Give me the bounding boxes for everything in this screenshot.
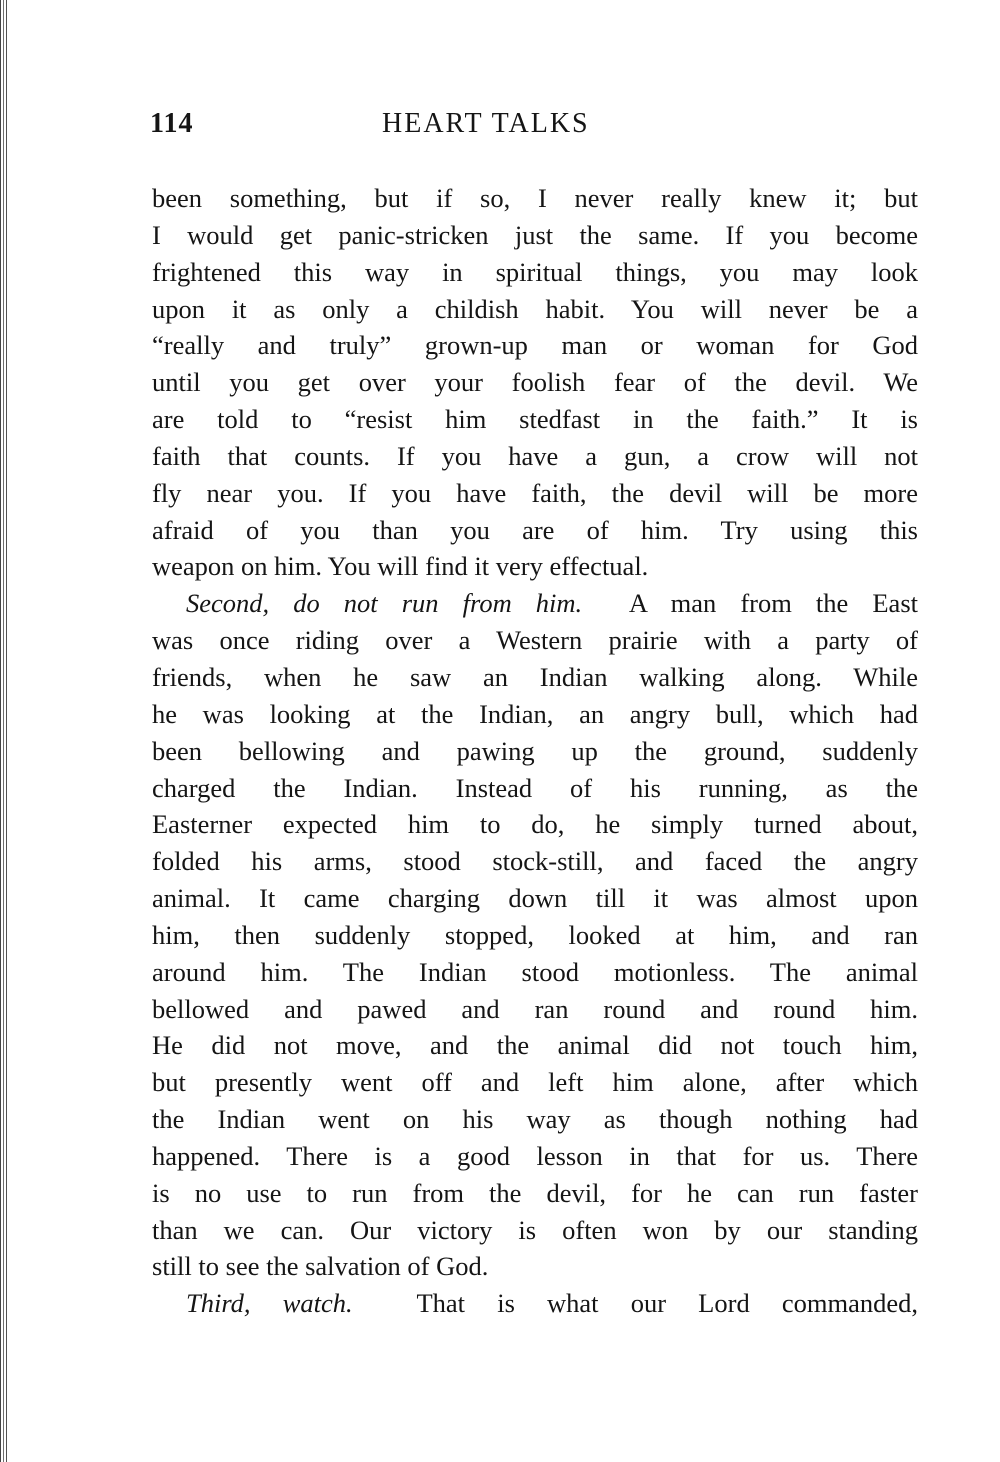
text-line: he was looking at the Indian, an angry bull, which had bbox=[152, 698, 918, 729]
text-line: folded his arms, stood stock-still, and faced the angry bbox=[152, 846, 918, 877]
text-line: weapon on him. You will find it very effectual. bbox=[152, 551, 649, 582]
running-head: HEART TALKS bbox=[382, 108, 590, 139]
text-line: until you get over your foolish fear of the devil. We bbox=[152, 367, 918, 398]
text-line: charged the Indian. Instead of his running, as the bbox=[152, 772, 918, 803]
italic-lead: Second, do not run from him. bbox=[186, 588, 583, 619]
text-fragment: That is what our Lord commanded, bbox=[416, 1288, 918, 1319]
text-line: Easterner expected him to do, he simply turned about, bbox=[152, 809, 918, 840]
text-line: been bellowing and pawing up the ground, suddenly bbox=[152, 735, 918, 766]
page-number: 114 bbox=[150, 108, 194, 139]
text-line: still to see the salvation of God. bbox=[152, 1251, 489, 1282]
text-line: than we can. Our victory is often won by our standing bbox=[152, 1214, 918, 1245]
text-line: frightened this way in spiritual things, you may look bbox=[152, 256, 918, 287]
text-line: him, then suddenly stopped, looked at him, and ran bbox=[152, 919, 918, 950]
text-line: upon it as only a childish habit. You will never be a bbox=[152, 293, 918, 324]
body-text bbox=[152, 180, 918, 1322]
italic-lead: Third, watch. bbox=[186, 1288, 353, 1319]
text-line: animal. It came charging down till it was almost upon bbox=[152, 883, 918, 914]
text-line: faith that counts. If you have a gun, a crow will not bbox=[152, 440, 918, 471]
text-line: is no use to run from the devil, for he can run faster bbox=[152, 1177, 918, 1208]
text-line: “really and truly” grown-up man or woman for God bbox=[152, 330, 918, 361]
text-line: afraid of you than you are of him. Try using this bbox=[152, 514, 918, 545]
text-line: fly near you. If you have faith, the devil will be more bbox=[152, 477, 918, 508]
text-line: around him. The Indian stood motionless. The animal bbox=[152, 956, 918, 987]
text-line: the Indian went on his way as though nothing had bbox=[152, 1104, 918, 1135]
binding-edge bbox=[0, 0, 9, 1462]
text-line: I would get panic-stricken just the same. If you become bbox=[152, 219, 918, 250]
page-header bbox=[150, 108, 920, 152]
text-line: are told to “resist him stedfast in the faith.” It is bbox=[152, 404, 918, 435]
paragraph-first-line bbox=[152, 585, 918, 622]
text-line: been something, but if so, I never really knew it; but bbox=[152, 183, 918, 213]
text-line: friends, when he saw an Indian walking along. While bbox=[152, 661, 918, 692]
text-line: was once riding over a Western prairie with a party of bbox=[152, 625, 918, 656]
text-line: but presently went off and left him alone, after which bbox=[152, 1067, 918, 1098]
text-fragment: A man from the East bbox=[628, 588, 918, 619]
paragraph-first-line bbox=[152, 1285, 918, 1322]
text-line: He did not move, and the animal did not touch him, bbox=[152, 1030, 918, 1061]
text-line: happened. There is a good lesson in that for us. There bbox=[152, 1140, 918, 1171]
text-line: bellowed and pawed and ran round and round him. bbox=[152, 993, 918, 1024]
